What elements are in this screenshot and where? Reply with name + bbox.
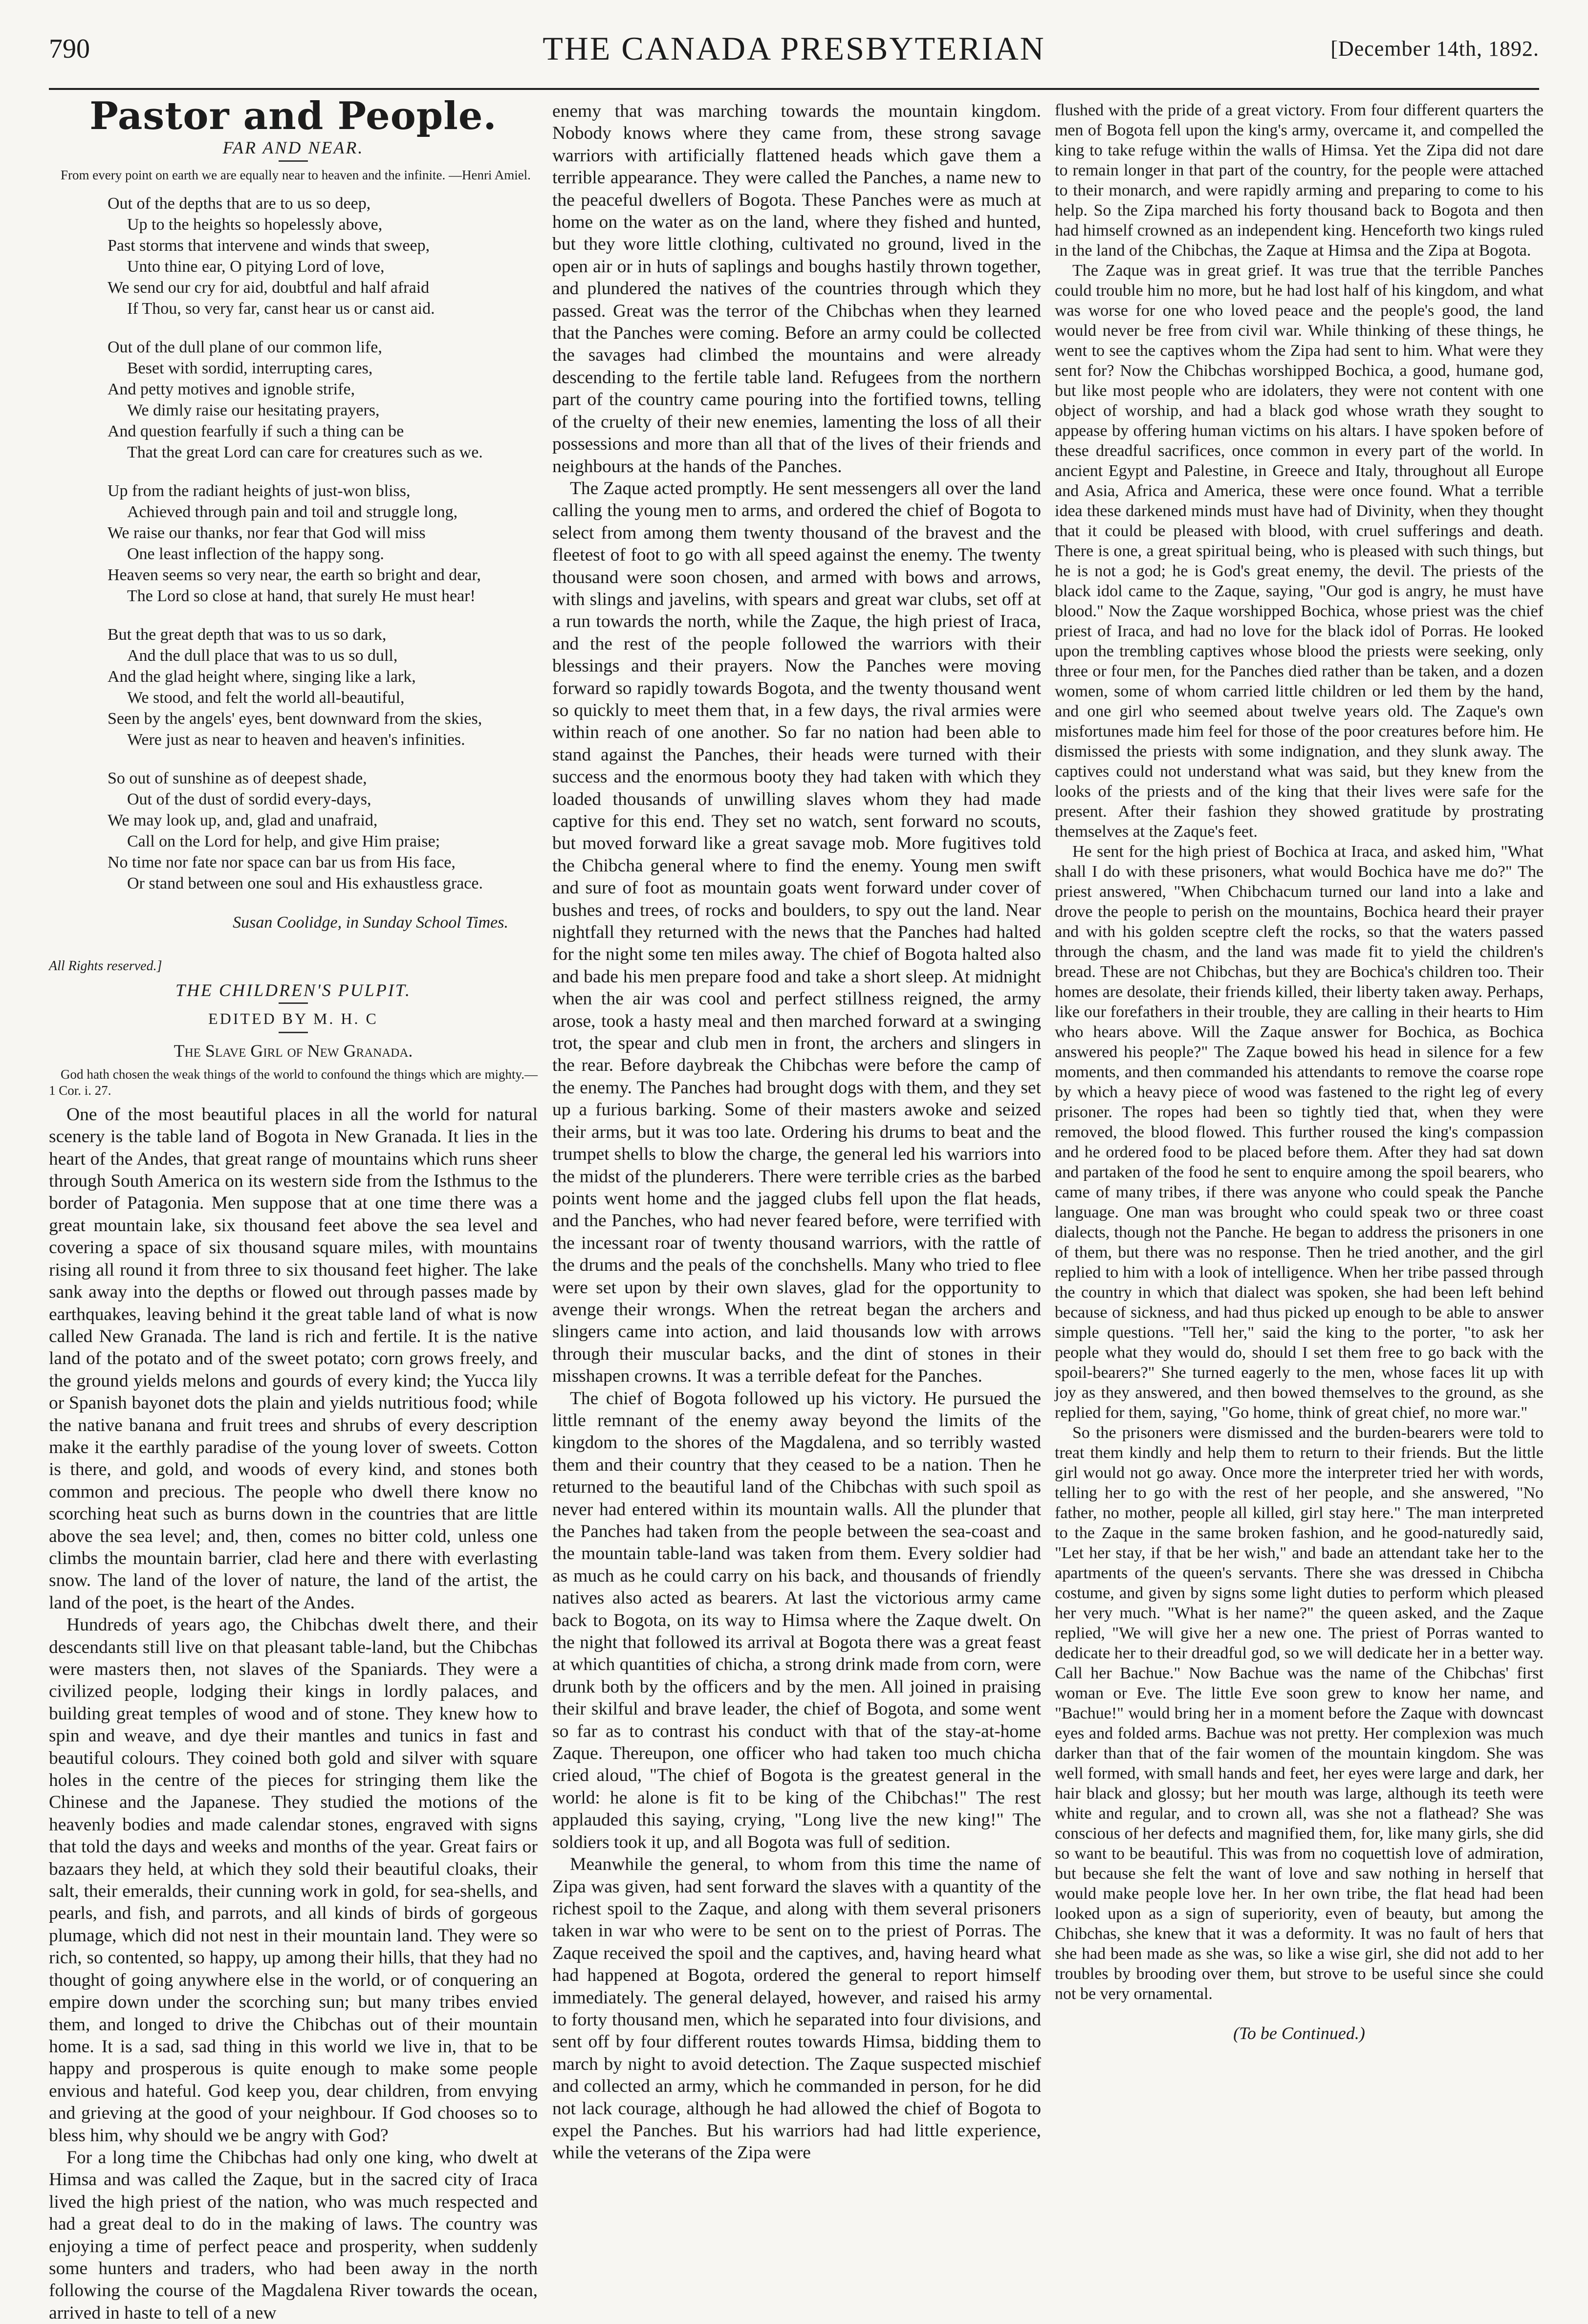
header-rule bbox=[49, 88, 1539, 90]
paragraph: enemy that was marching towards the mountain kingdom. Nobody knows where they came from, these strong savage warriors with artificially flattened heads which gave them a terrible appearance. They were called the Panches, a name new to the peaceful dwellers of Bogota. These Panches were as much at home on the water as on the land, where they fished and hunted, but they wore little clothing, cultivated no ground, lived in the open air or in huts of saplings and boughs hastily thrown together, and plundered the natives of the countries through which they passed. Great was the terror of the Chibchas when they learned that the Panches were coming. Before an army could be collected the savages had climbed the mountains and were already descending to the fertile table land. Refugees from the northern part of the country came pouring into the fortified towns, telling of the cruelty of their new enemies, lamenting the loss of all their possessions and more than all that of the lives of their friends and neighbours at the hands of the Panches. bbox=[552, 101, 1041, 477]
poem-line: So out of sunshine as of deepest shade, bbox=[108, 769, 367, 787]
continued-note: (To be Continued.) bbox=[1233, 2023, 1365, 2043]
paragraph: Meanwhile the general, to whom from this time the name of Zipa was given, had sent forward the slaves with a quantity of the richest spoil to the Zaque, and along with them several prisoners taken in war who were to be sent on to the priest of Porras. The Zaque received the spoil and the captives, and, having heard what had happened at Bogota, ordered the general to report himself immediately. The general delayed, however, and raised his army to forty thousand men, which he separated into four divisions, and sent off by four different routes towards Himsa, bidding them to march by night to avoid detection. The Zaque suspected mischief and collected an army, which he commanded in person, for he did not lack courage, although he had allowed the chief of Bogota to expel the Panches. But his warriors had had little experience, while the veterans of the Zipa were bbox=[552, 1854, 1041, 2163]
paragraph: One of the most beautiful places in all the world for natural scenery is the table land of Bogota in New Granada. It lies in the heart of the Andes, that great range of mountains which runs sheer through South America on its western side from the Isthmus to the border of Patagonia. Men suppose that at one time there was a great mountain lake, six thousand feet above the sea level and covering a space of six thousand square miles, with mountains rising all round it from three to six thousand feet higher. The lake sank away into the depths or flowed out through passes made by earthquakes, leaving behind it the great table land of what is now called New Granada. The land is rich and fertile. It is the native land of the potato and of the sweet potato; corn grows freely, and the ground yields melons and gourds of every kind; the Yucca lily or Spanish bayonet dots the plain and yields nutritious food; while the native banana and fruit trees and shrubs of every description make it the earthly paradise of the young lover of sweets. Cotton is there, and gold, and woods of every kind, and stones both common and precious. The people who dwell there know no scorching heat such as burns down in the countries that are little above the sea level; and, then, comes no bitter cold, unless one climbs the mountain barrier, clad here and there with everlasting snow. The land of the lover of nature, the land of the artist, the land of the poet, is the heart of the Andes. bbox=[49, 1104, 538, 1613]
paragraph: Hundreds of years ago, the Chibchas dwelt there, and their descendants still live on that pleasant table-land, but the Chibchas were masters then, not slaves of the Spaniards. They were a civilized people, lodging their kings in lordly palaces, and building great temples of wood and of stone. They knew how to spin and weave, and dye their mantles and tunics in fast and beautiful colours. They coined both gold and silver with square holes in the centre of the pieces for stringing them like the Chinese and the Japanese. They studied the motions of the heavenly bodies and made calendar stones, engraved with signs that told the days and weeks and months of the year. Great fairs or bazaars they held, at which they sold their beautiful cloaks, their salt, their emeralds, their cunning work in gold, for sea-shells, and pearls, and fish, and parrots, and all kinds of birds of gorgeous plumage, which did not nest in their mountain land. They were so rich, so contented, so happy, up among their hills, that they had no thought of going anywhere else in the world, or of conquering an empire down under the scorching sun; but many tribes envied them, and longed to drive the Chibchas out of their mountain home. It is a sad, sad thing in this world we live in, that to be happy and prosperous is quite enough to make some people envious and hateful. God keep you, dear children, from envying and grieving at the good of your neighbour. If God chooses so to bless him, why should we be angry with God? bbox=[49, 1615, 538, 2146]
pulpit-title: THE CHILDREN'S PULPIT. bbox=[175, 980, 412, 1000]
story-title: The Slave Girl of New Granada. bbox=[174, 1041, 413, 1061]
poem-line: Achieved through pain and toil and struggle long, bbox=[127, 502, 458, 521]
rights-notice: All Rights reserved.] bbox=[49, 958, 162, 974]
column-2 bbox=[552, 100, 1041, 2164]
poem-line: We raise our thanks, nor fear that God will miss bbox=[108, 523, 426, 542]
poem-line: Out of the dust of sordid every-days, bbox=[127, 790, 371, 808]
editor-line: EDITED BY M. H. C bbox=[208, 1010, 378, 1028]
poem-stanza bbox=[108, 768, 538, 894]
publication-title: THE CANADA PRESBYTERIAN bbox=[543, 30, 1045, 67]
poem-line: Beset with sordid, interrupting cares, bbox=[127, 359, 373, 377]
poem-line: And petty motives and ignoble strife, bbox=[108, 380, 355, 398]
page-header bbox=[49, 29, 1539, 68]
poem-line: Or stand between one soul and His exhaustless grace. bbox=[127, 874, 483, 892]
paragraph: So the prisoners were dismissed and the burden-bearers were told to treat them kindly and help them to return to their friends. But the little girl would not go away. Once more the interpreter tried her with words, telling her to go with the rest of her people, and she answered, "No father, no mother, people all killed, girl stay here." The man interpreted to the Zaque in the same broken fashion, and he good-naturedly said, "Let her stay, if that be her wish," and bade an attendant take her to the apartments of the queen's servants. There she was dressed in Chibcha costume, and given by signs some light duties to perform which pleased her very much. "What is her name?" the queen asked, and the Zaque replied, "We will give her a new one. The priest of Porras wanted to dedicate her to their dreadful god, so we will dedicate her in a better way. Call her Bachue." Now Bachue was the name of the Chibchas' first woman or Eve. The little Eve soon grew to know her name, and "Bachue!" would bring her in a moment before the Zaque with downcast eyes and folded arms. Bachue was not pretty. Her complexion was much darker than that of the fair women of the mountain kingdom. She was well formed, with small hands and feet, her eyes were large and dark, her hair black and glossy; but her mouth was large, although its teeth were white and regular, and to crown all, was she not a flathead? She was conscious of her defects and magnified them, for, like many girls, she did so want to be beautiful. This was from no coquettish love of admiration, but because she felt the want of love and saw nothing in herself that would make people love her. In her own tribe, the flat head had been looked upon as a sign of superiority, even of beauty, but among the Chibchas, she knew that it was a deformity. It was no fault of hers that she had been made as she was, so like a wise girl, she did not add to her troubles by brooding over them, but strove to be useful since she could not be very ornamental. bbox=[1055, 1424, 1544, 2003]
poem-title: FAR AND NEAR. bbox=[222, 138, 364, 158]
issue-date: [December 14th, 1892. bbox=[1330, 37, 1539, 61]
poem-stanza bbox=[108, 624, 538, 750]
rule bbox=[279, 160, 308, 162]
poem-stanza bbox=[108, 337, 538, 463]
poem-stanza bbox=[108, 193, 538, 319]
scripture-verse: God hath chosen the weak things of the world to confound the things which are mighty.—1 Cor. i. 27. bbox=[49, 1066, 538, 1098]
poem-line: And the dull place that was to us so dull, bbox=[127, 646, 398, 665]
paragraph: The Zaque was in great grief. It was true that the terrible Panches could trouble him no more, but he had lost half of his kingdom, and what was worse for one who loved peace and the people's good, the land would never be free from civil war. While thinking of these things, he went to see the captives whom the Zipa had sent to him. What were they sent for? Now the Chibchas worshipped Bochica, a good, humane god, but like most people who are idolaters, they were not content with one object of worship, and had a black god whose wrath they sought to appease by offering human victims on his altars. I have spoken before of these dreadful sacrifices, once common in every part of the world. In ancient Egypt and Palestine, in Greece and Italy, throughout all Europe and Asia, Africa and America, these were once found. What a terrible idea these darkened minds must have had of Divinity, when they thought that it could be pleased with blood, with cruel sufferings and death. There is one, a great spiritual being, who is pleased with such things, but he is not a god; he is God's great enemy, the devil. The priests of the black idol came to the Zaque, saying, "Our god is angry, he must have blood." Now the Zaque worshipped Bochica, whose priest was the chief priest of Iraca, and had no love for the black idol of Porras. He looked upon the trembling captives whose blood the priests were seeking, only three or four men, for the Panches died rather than be taken, and a dozen women, some of whom carried little children or led them by the hand, and one girl who seemed about twelve years old. The Zaque's own misfortunes made him feel for those of the poor creatures before him. He dismissed the priests with some indignation, and they slunk away. The captives could not understand what was said, but they knew from the looks of the priests and of the king that their lives were safe for the present. After their fashion they showed gratitude by prostrating themselves at the Zaque's feet. bbox=[1055, 261, 1544, 841]
poem-attribution: Susan Coolidge, in Sunday School Times. bbox=[233, 913, 508, 932]
poem-line: Past storms that intervene and winds that sweep, bbox=[108, 236, 430, 255]
column-1 bbox=[49, 94, 538, 2324]
poem-line: One least inflection of the happy song. bbox=[127, 544, 384, 563]
poem-line: Unto thine ear, O pitying Lord of love, bbox=[127, 257, 385, 276]
rule bbox=[279, 1032, 308, 1033]
poem-line: Out of the depths that are to us so deep, bbox=[108, 194, 371, 213]
poem-line: And question fearfully if such a thing can be bbox=[108, 422, 404, 440]
paragraph: For a long time the Chibchas had only one king, who dwelt at Himsa and was called the Zaque, but in the sacred city of Iraca lived the high priest of the nation, who was much respected and had a great deal to do in the making of laws. The country was enjoying a time of perfect peace and prosperity, when suddenly some hunters and traders, who had been away in the north following the course of the Magdalena River towards the ocean, arrived in haste to tell of a new bbox=[49, 2147, 538, 2323]
poem-line: If Thou, so very far, canst hear us or canst aid. bbox=[127, 299, 435, 318]
poem-line: No time nor fate nor space can bar us from His face, bbox=[108, 853, 456, 871]
poem-line: We dimly raise our hesitating prayers, bbox=[127, 401, 380, 419]
poem-line: We may look up, and, glad and unafraid, bbox=[108, 811, 378, 829]
poem-line: We stood, and felt the world all-beautiful, bbox=[127, 688, 405, 707]
paragraph: The Zaque acted promptly. He sent messengers all over the land calling the young men to arms, and ordered the chief of Bogota to select from among them twenty thousand of the bravest and the fleetest of foot to go with all speed against the enemy. The twenty thousand were soon chosen, and armed with bows and arrows, with slings and javelins, with spears and great war clubs, set off at a run towards the north, while the Zaque, the high priest of Iraca, and the rest of the people followed the warriors with their blessings and their prayers. Now the Panches were moving forward so rapidly towards Bogota, and the twenty thousand went so quickly to meet them that, in a few days, the rival armies were within reach of one another. So far no nation had been able to stand against the Panches, their heads were turned with their success and the enormous booty they had taken with which they loaded thousands of unwilling slaves whom they had made captive for this end. They set no watch, sent forward no scouts, but moved forward like a great savage mob. More fugitives told the Chibcha general where to find the enemy. Young men swift and sure of foot as mountain goats went forward under cover of bushes and trees, of rocks and boulders, to spy out the land. Near nightfall they returned with the news that the Panches had halted for the night some ten miles away. The chief of Bogota halted also and bade his men prepare food and take a short sleep. At midnight when the air was cool and perfect stillness reigned, the army arose, took a hasty meal and then marched forward at a swinging trot, the spear and club men in front, the archers and slingers in the rear. Before daybreak the Chibchas were before the camp of the enemy. The Panches had brought dogs with them, and they set up a furious barking. Some of their masters awoke and seized their arms, but it was too late. Ordering his drums to beat and the trumpet shells to blow the charge, the general led his warriors into the midst of the plunderers. There were terrible cries as the barbed points went home and the jagged clubs fell upon the flat heads, and the Panches, who had never feared before, were terrified with the incessant roar of twenty thousand warriors, with the rattle of the drums and the peals of the conchshells. Many who tried to flee were set upon by their own slaves, glad for the opportunity to avenge their wrongs. When the retreat began the archers and slingers came into action, and laid thousands low with arrows through their muscular backs, and the dint of stones in their misshapen crowns. It was a terrible defeat for the Panches. bbox=[552, 478, 1041, 1387]
section-heading: Pastor and People. bbox=[89, 94, 497, 138]
column-3 bbox=[1055, 100, 1544, 2043]
paragraph: He sent for the high priest of Bochica at Iraca, and asked him, "What shall I do with these prisoners, what would Bochica have me do?" The priest answered, "When Chibchacum turned our land into a lake and drove the people to perish on the mountains, Bochica heard their prayer and with his golden sceptre cleft the rocks, so that the waters passed through the chasm, and the land was made fit to yield the children's bread. These are not Chibchas, but they are Bochica's children too. Their homes are desolate, their friends killed, their liberty taken away. Perhaps, like our forefathers in their trouble, they are calling in their hearts to Him who hears above. Will the Zaque answer for Bochica, as Bochica answered his people?" The Zaque bowed his head in silence for a few moments, and then commanded his attendants to remove the coarse rope by which a heavy piece of wood was fastened to the right leg of every prisoner. The ropes had been so tightly tied that, when they were removed, the blood flowed. This further roused the king's compassion and he ordered food to be placed before them. After they had sat down and partaken of the food he sent to enquire among the spoil bearers, who came of many tribes, if there was anyone who could speak the Panche language. One man was brought who could speak two or three coast dialects, though not the Panche. He began to address the prisoners in one of them, but there was no response. Then he tried another, and the girl replied to him with a look of intelligence. When her tribe passed through the country in which that dialect was spoken, she had been left behind because of sickness, and had thus picked up enough to be able to answer simple questions. "Tell her," said the king to the porter, "to ask her people what they would do, should I set them free to go back with the spoil-bearers?" She turned eagerly to the men, whose faces lit up with joy as they answered, and then bowed themselves to the ground, as she replied for them, saying, "Go home, think of great chief, no more war." bbox=[1055, 843, 1544, 1422]
paragraph: The chief of Bogota followed up his victory. He pursued the little remnant of the enemy away beyond the limits of the kingdom to the shores of the Magdalena, and so terribly wasted them and their country that they ceased to be a nation. Then he returned to the beautiful land of the Chibchas with such spoil as never had entered within its mountain walls. All the plunder that the Panches had taken from the people between the sea-coast and the mountain table-land was taken from them. Every soldier had as much as he could carry on his back, and thousands of friendly natives also acted as bearers. At last the victorious army came back to Bogota, on its way to Himsa where the Zaque dwelt. On the night that followed its arrival at Bogota there was a great feast at which quantities of chicha, a strong drink made from corn, were drunk both by the officers and by the men. All joined in praising their skilful and brave leader, the chief of Bogota, and some went so far as to contrast his conduct with that of the stay-at-home Zaque. Thereupon, one officer who had taken too much chicha cried aloud, "The chief of Bogota is the greatest general in the world: he alone is fit to be king of the Chibchas!" The rest applauded this saying, crying, "Long live the new king!" The soldiers took it up, and all Bogota was full of sedition. bbox=[552, 1388, 1041, 1852]
poem-body bbox=[49, 193, 538, 894]
poem-epigraph: From every point on earth we are equally near to heaven and the infinite. —Henri Amiel. bbox=[61, 167, 531, 182]
poem-line: Were just as near to heaven and heaven's infinities. bbox=[127, 730, 465, 749]
poem-line: But the great depth that was to us so dark, bbox=[108, 625, 387, 644]
poem-line: Up to the heights so hopelessly above, bbox=[127, 215, 383, 234]
poem-line: That the great Lord can care for creatures such as we. bbox=[127, 443, 483, 461]
poem-line: Out of the dull plane of our common life, bbox=[108, 338, 382, 356]
poem-line: We send our cry for aid, doubtful and half afraid bbox=[108, 278, 430, 297]
page-number: 790 bbox=[49, 34, 90, 64]
poem-line: Seen by the angels' eyes, bent downward from the skies, bbox=[108, 709, 482, 728]
rule bbox=[279, 1002, 308, 1004]
poem-line: Call on the Lord for help, and give Him praise; bbox=[127, 832, 440, 850]
poem-stanza bbox=[108, 480, 538, 607]
poem-line: The Lord so close at hand, that surely He must hear! bbox=[127, 586, 476, 605]
poem-line: And the glad height where, singing like a lark, bbox=[108, 667, 416, 686]
poem-line: Up from the radiant heights of just-won bliss, bbox=[108, 481, 411, 500]
paragraph: flushed with the pride of a great victory. From four different quarters the men of Bogota fell upon the king's army, overcame it, and compelled the king to take refuge within the walls of Himsa. Yet the Zipa did not dare to remain longer in that part of the country, for the people were attached to their monarch, and were rapidly arming and preparing to come to his help. So the Zipa marched his forty thousand back to Bogota and then had himself crowned as an independent king. Henceforth two kings ruled in the land of the Chibchas, the Zaque at Himsa and the Zipa at Bogota. bbox=[1055, 101, 1544, 260]
poem-line: Heaven seems so very near, the earth so bright and dear, bbox=[108, 565, 481, 584]
